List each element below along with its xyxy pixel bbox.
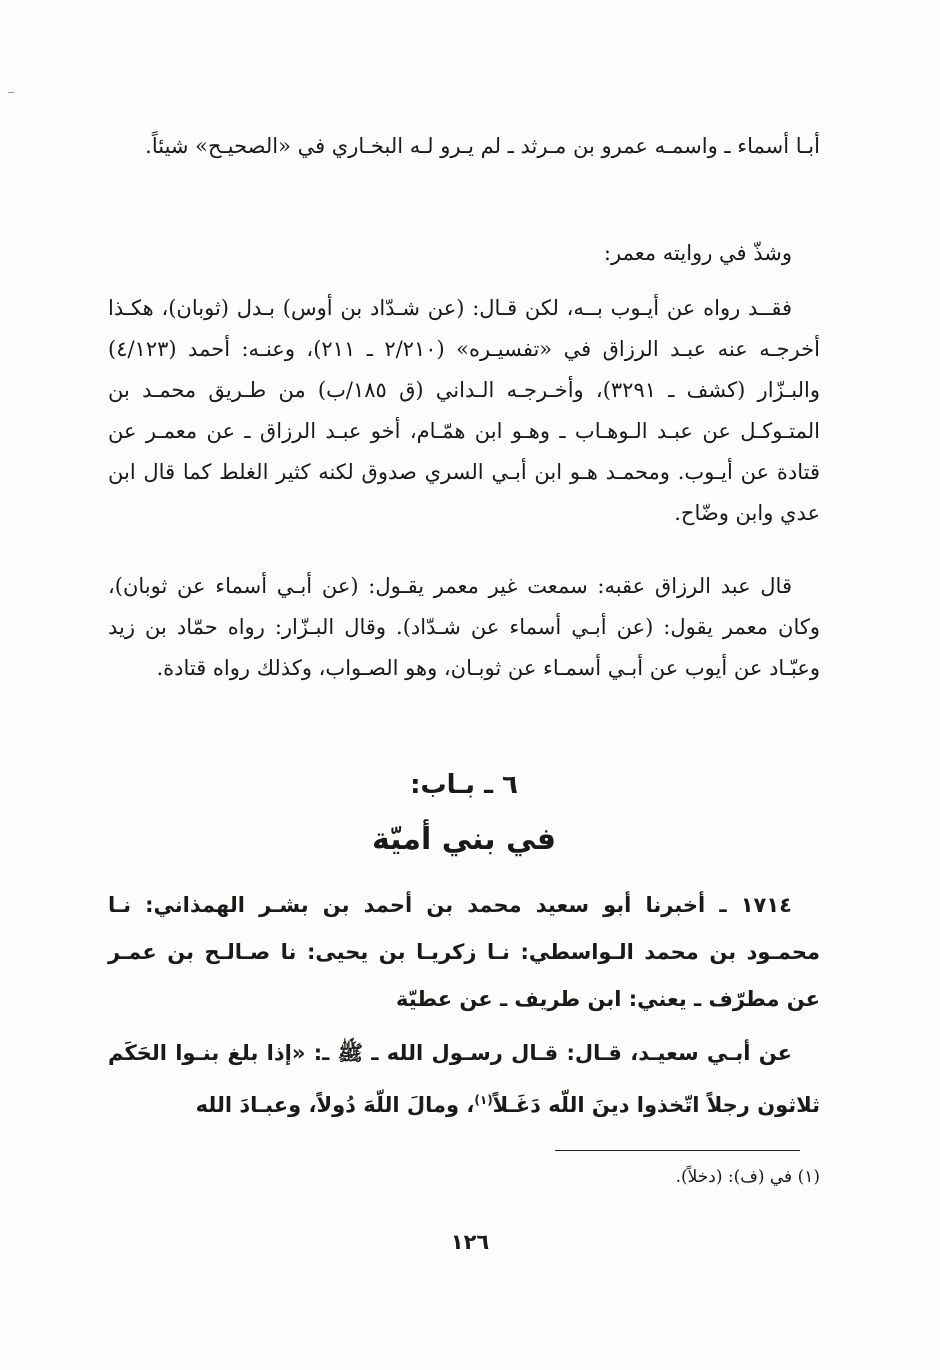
paragraph-riwaya: فقــد رواه عن أيـوب بــه، لكن قـال: (عن شـدّاد بن أوس) بـدل (ثوبان)، هكـذا أخرجـه عنه عبـد الرزاق في «تفسيـره» (٢/٢١٠ ـ ٢١١)، وعنـه: أحمد (٤/١٢٣) والبـزّار (كشف ـ ٣٢٩١)، وأخـرجـه الـداني (ق ١٨٥/ب) من طـريق محمـد بن المتـوكـل عن عبـد الـوهـاب ـ وهـو ابن همّـام، أخو عبـد الرزاق ـ عن معمـر عن قتادة عن أيـوب. ومحمـد هـو ابن أبـي السري صدوق لكنه كثير الغلط كما قال ابن عدي وابن وضّاح. — [108, 296, 820, 525]
footnote-marker: (١) — [474, 1093, 493, 1107]
page-number: ١٢٦ — [450, 1230, 490, 1254]
hadith-matn — [108, 1030, 820, 1129]
commentary-top — [108, 126, 820, 167]
footnote: (١) في (ف): (دخلاً). — [675, 1167, 820, 1187]
chapter-number: ٦ ـ بـاب: — [410, 770, 518, 800]
paragraph-abd-razzaq: قال عبد الرزاق عقبه: سمعت غير معمر يقـول: (عن أبـي أسماء عن ثوبان)، وكان معمر يقول: (عن أبـي أسماء عن شـدّاد). وقال البـزّار: رواه حمّاد بن زيد وعبّـاد عن أيوب عن أبـي أسمـاء عن ثوبـان، وهو الصـواب، وكذلك رواه قتادة. — [108, 574, 820, 680]
hadith-matn-block — [108, 1030, 820, 1129]
footnote-divider — [555, 1150, 800, 1151]
hadith-isnad-block — [108, 882, 820, 1023]
paragraph-abu-asma: أبـا أسماء ـ واسمـه عمرو بن مـرثد ـ لم يـرو لـه البخـاري في «الصحيـح» شيئاً. — [145, 134, 820, 158]
matn-after: ، ومالَ اللّهَ دُولاً، وعبـادَ الله — [195, 1093, 475, 1117]
chapter-title: في بني أميّة — [371, 822, 557, 857]
paragraph-shadh: وشذّ في روايته معمر: — [603, 241, 792, 265]
scan-mark — [8, 92, 14, 93]
hadith-isnad: ١٧١٤ ـ أخبرنا أبو سعيد محمد بن أحمد بن بشـر الهمذاني: نـا محمـود بن محمد الـواسطي: نـا زكريـا بن يحيى: نا صـالـح بن عمـر عن مطرّف ـ يعني: ابن طريف ـ عن عطيّة — [108, 893, 820, 1011]
commentary-riwaya — [108, 288, 820, 534]
commentary-shadh — [108, 233, 820, 274]
matn-before: عن أبـي سعيـد، قـال: قـال رسـول الله ـ ﷺ ـ: «إذا بلغ بنـوا الحَكَم ثلاثون رجلاً اتّخذوا دينَ اللّه دَغَـلاً — [108, 1041, 820, 1117]
commentary-abd-razzaq — [108, 566, 820, 689]
